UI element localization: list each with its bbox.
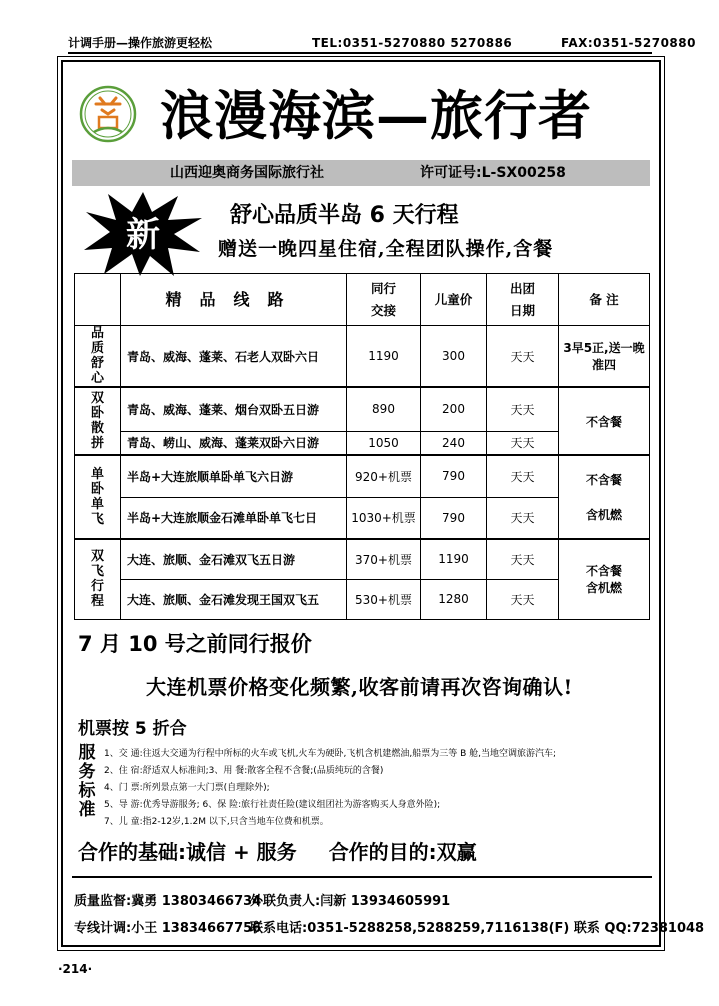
- agency-bar: [72, 160, 650, 186]
- new-badge: [82, 190, 204, 278]
- contact-line-1: [74, 890, 451, 909]
- vertical-char: 务: [78, 762, 96, 782]
- header-trade-price: [347, 274, 421, 326]
- category-sleeper-flight: [75, 455, 121, 539]
- header-dep-line2: 日期: [509, 302, 535, 318]
- child-price: 790: [421, 497, 487, 539]
- header-trade-line2: 交接: [370, 302, 396, 318]
- agency-name: 山西迎奥商务国际旅行社: [170, 165, 324, 181]
- table-row: [75, 455, 650, 497]
- ticket-discount: 机票按 5 折合: [78, 719, 187, 739]
- vertical-char: 标: [78, 781, 96, 801]
- phone-contact: 联系电话:0351-5288258,5288259,7116138(F) 联系 QQ:72381048: [250, 921, 705, 936]
- departure: 天天: [487, 539, 559, 579]
- departure: 天天: [487, 497, 559, 539]
- table-row: [75, 387, 650, 431]
- header-route: 精品线路: [121, 274, 347, 326]
- route-name: 青岛、威海、蓬莱、烟台双卧五日游: [121, 387, 347, 431]
- route-name: 半岛+大连旅顺金石滩单卧单飞七日: [121, 497, 347, 539]
- service-list: [104, 746, 644, 831]
- brand-title: 浪漫海滨—旅行者: [160, 85, 592, 147]
- route-note: [559, 455, 650, 539]
- category-quality: [75, 326, 121, 388]
- cooperation-motto: [78, 836, 477, 865]
- table-header-row: [75, 274, 650, 326]
- route-name: 大连、旅顺、金石滩双飞五日游: [121, 539, 347, 579]
- vertical-char: 准: [78, 800, 96, 820]
- table-row: [75, 326, 650, 388]
- liaison-contact: 外联负责人:闫新 13934605991: [250, 894, 451, 909]
- vertical-char: 服: [78, 743, 96, 763]
- header-trade-line1: 同行: [370, 280, 396, 296]
- vertical-char: 双: [90, 391, 104, 406]
- vertical-char: 卧: [90, 406, 104, 421]
- trade-price: 370+机票: [347, 539, 421, 579]
- child-price: 1190: [421, 539, 487, 579]
- vertical-char: 单: [90, 467, 104, 482]
- trade-price: 1030+机票: [347, 497, 421, 539]
- header-dep-line1: 出团: [509, 280, 535, 296]
- header-fax: FAX:0351-5270880: [561, 36, 696, 50]
- vertical-char: 行: [90, 579, 104, 595]
- service-item: 4、门 票:所列景点第一大门票(自理除外);: [104, 783, 270, 793]
- trade-price: 530+机票: [347, 579, 421, 619]
- service-standard-label: [74, 744, 100, 820]
- route-name: 半岛+大连旅顺单卧单飞六日游: [121, 455, 347, 497]
- route-note: 3早5正,送一晚准四: [559, 326, 650, 388]
- trade-price: 1190: [347, 326, 421, 388]
- header-note: 备 注: [559, 274, 650, 326]
- table-row: [75, 539, 650, 579]
- category-double-flight: [75, 539, 121, 619]
- route-note: 不含餐: [559, 387, 650, 455]
- departure: 天天: [487, 579, 559, 619]
- agency-logo-icon: [78, 84, 138, 144]
- departure: 天天: [487, 387, 559, 431]
- vertical-char: 品: [90, 326, 104, 341]
- category-double-sleeper: [75, 387, 121, 455]
- vertical-char: 卧: [90, 482, 104, 497]
- vertical-char: 单: [90, 497, 104, 512]
- vertical-char: 舒: [90, 356, 104, 371]
- new-badge-text: 新: [126, 215, 160, 255]
- child-price: 200: [421, 387, 487, 431]
- child-price: 790: [421, 455, 487, 497]
- promo-subtitle: 赠送一晚四星住宿,全程团队操作,含餐: [218, 238, 554, 260]
- dispatcher-contact: 专线计调:小王 13834667756: [74, 921, 262, 936]
- header-child-price: 儿童价: [421, 274, 487, 326]
- departure: 天天: [487, 455, 559, 497]
- license-number: 许可证号:L-SX00258: [420, 165, 566, 181]
- price-warning: 大连机票价格变化频繁,收客前请再次咨询确认!: [146, 675, 573, 699]
- child-price: 300: [421, 326, 487, 388]
- route-name: 青岛、威海、蓬莱、石老人双卧六日: [121, 326, 347, 388]
- promo-title: 舒心品质半岛 6 天行程: [230, 203, 459, 228]
- service-item: 1、交 通:往返大交通为行程中所标的火车或飞机,火车为硬卧,飞机含机建燃油,船票为三等 B 舱,当地空调旅游汽车;: [104, 749, 556, 759]
- header-blank-cell: [75, 274, 121, 326]
- note-spacer: [559, 488, 649, 506]
- header-tel: TEL:0351-5270880 5270886: [312, 36, 513, 50]
- header-bar: [68, 34, 696, 54]
- route-note-line2: 含机燃: [585, 508, 622, 522]
- quote-heading: 7 月 10 号之前同行报价: [78, 632, 312, 656]
- service-item: 7、儿 童:指2-12岁,1.2M 以下,只含当地车位费和机票。: [104, 817, 329, 827]
- page-number: ·214·: [58, 962, 93, 976]
- route-name: 大连、旅顺、金石滩发现王国双飞五: [121, 579, 347, 619]
- child-price: 1280: [421, 579, 487, 619]
- quality-supervisor: 质量监督:冀勇 13803466734: [74, 894, 262, 909]
- contact-line-2: [74, 917, 705, 936]
- trade-price: 920+机票: [347, 455, 421, 497]
- vertical-char: 质: [90, 341, 104, 356]
- route-note-line2: 含机燃: [585, 581, 622, 596]
- vertical-char: 飞: [90, 512, 104, 527]
- vertical-char: 拼: [90, 436, 104, 451]
- child-price: 240: [421, 431, 487, 455]
- trade-price: 890: [347, 387, 421, 431]
- service-item: 2、住 宿:舒适双人标准间;3、用 餐:散客全程不含餐;(品质纯玩的含餐): [104, 766, 384, 776]
- trade-price: 1050: [347, 431, 421, 455]
- route-note-line1: 不含餐: [585, 473, 622, 487]
- departure: 天天: [487, 431, 559, 455]
- departure: 天天: [487, 326, 559, 388]
- service-item: 5、导 游:优秀导游服务; 6、保 险:旅行社责任险(建议组团社为游客购买人身意外险);: [104, 800, 441, 810]
- divider: [72, 876, 652, 878]
- header-slogan: 计调手册—操作旅游更轻松: [68, 36, 213, 50]
- route-name: 青岛、崂山、威海、蓬莱双卧六日游: [121, 431, 347, 455]
- route-note: [559, 539, 650, 619]
- vertical-char: 飞: [90, 564, 104, 580]
- route-price-table: [74, 273, 650, 620]
- route-note-line1: 不含餐: [585, 564, 622, 579]
- vertical-char: 散: [90, 421, 104, 436]
- header-departure: [487, 274, 559, 326]
- vertical-char: 程: [90, 594, 104, 610]
- vertical-char: 双: [90, 549, 104, 565]
- motto-right: 合作的目的:双赢: [328, 840, 477, 864]
- motto-left: 合作的基础:诚信 + 服务: [78, 840, 297, 864]
- vertical-char: 心: [90, 371, 104, 386]
